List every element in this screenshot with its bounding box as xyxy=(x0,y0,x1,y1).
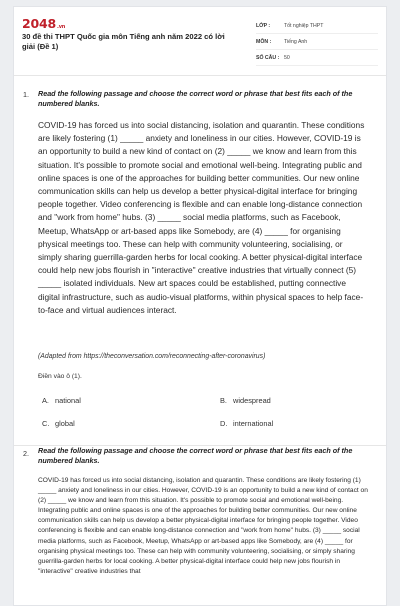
option-text: global xyxy=(55,419,75,428)
meta-row-subject xyxy=(256,34,378,50)
reading-passage: COVID-19 has forced us into social distancing, isolation and quarantin. These conditions are likely fostering (1) _____ anxiety and loneliness in our cities. However, COVID-19 is an opportunity to build a new kind of contact on (2) _____ we know and learn from this situation. It's possible to promote social and emotional well-being. Integrating public and online spaces is one of the approaches for building better communities. Our new online communication skills can help us develop a better physical-digital interface for bringing people together. Video conferencing is flexible and can enable long-distance connection and "work from home" hubs. (3) _____ social media platforms, such as Facebook, Meetup, WhatsApp or art-based apps like Somebody, are (4) _____ for organising physical meetings too. These can help with community volunteering, socialising, or simply sharing guerrilla-garden herbs for local cooking. A better physical-digital interface could help new jobs flourish in "interactive" creative industries that xyxy=(38,477,368,575)
answer-option-d[interactable] xyxy=(220,419,273,428)
site-logo[interactable] xyxy=(22,16,65,31)
meta-value: Tốt nghiệp THPT xyxy=(284,22,324,29)
option-text: international xyxy=(233,419,274,428)
passage-source: (Adapted from https://theconversation.com/reconnecting-after-coronavirus) xyxy=(38,353,266,360)
meta-value: 50 xyxy=(284,54,290,61)
answer-option-a[interactable] xyxy=(42,396,81,405)
document-page xyxy=(13,6,387,606)
question-number: 1. xyxy=(23,90,29,99)
logo-text: 2048 xyxy=(22,16,56,31)
meta-row-grade xyxy=(256,18,378,34)
reading-passage: COVID-19 has forced us into social distancing, isolation and quarantin. These conditions are likely fostering (1) _____ anxiety and loneliness in our cities. However, COVID-19 is an opportunity to build a new kind of contact on (2) _____ we know and learn from this situation. It's possible to promote social and emotional well-being. Integrating public and online spaces is one of the approaches for building better communities. Our new online communication skills can help us develop a better physical-digital interface for bringing people together. Video conferencing is flexible and can enable long-distance connection and "work from home" hubs. (3) _____ social media platforms, such as Facebook, Meetup, WhatsApp or art-based apps like Somebody, are (4) _____ for organising physical meetings too. These can help with community volunteering, socialising, or simply sharing guerrilla-garden herbs for local cooking. A better physical-digital interface could help new jobs flourish in "interactive" creative industries that virtually connect (5) _____ isolated individuals. New art spaces could be established, putting connective digital infrastructure, such as audio-visual platforms, within physical spaces to help face-to-face and virtual audiences interact. xyxy=(38,120,365,315)
meta-row-question-count xyxy=(256,50,378,66)
meta-key: SỐ CÂU : xyxy=(256,54,280,61)
answer-option-c[interactable] xyxy=(42,419,75,428)
question-prompt: Điền vào ô (1). xyxy=(38,373,82,380)
logo-suffix: .vn xyxy=(57,24,66,30)
question-instruction: Read the following passage and choose the correct word or phrase that best fits each of the numbered blanks. xyxy=(38,89,353,108)
question-block xyxy=(14,445,386,575)
meta-value: Tiếng Anh xyxy=(284,38,308,45)
page-title: 30 đề thi THPT Quốc gia môn Tiếng anh năm 2022 có lời giải (Đề 1) xyxy=(22,32,225,51)
option-text: national xyxy=(55,396,81,405)
option-letter: A. xyxy=(42,396,49,405)
meta-key: MÔN : xyxy=(256,38,272,45)
question-instruction: Read the following passage and choose the correct word or phrase that best fits each of the numbered blanks. xyxy=(38,446,353,465)
exam-meta-table xyxy=(256,18,378,66)
option-letter: D. xyxy=(220,419,228,428)
answer-option-b[interactable] xyxy=(220,396,271,405)
meta-key: LỚP : xyxy=(256,22,271,29)
option-letter: C. xyxy=(42,419,50,428)
option-text: widespread xyxy=(233,396,271,405)
option-letter: B. xyxy=(220,396,227,405)
question-number: 2. xyxy=(23,449,29,458)
page-header xyxy=(14,7,386,69)
header-divider xyxy=(14,75,386,76)
